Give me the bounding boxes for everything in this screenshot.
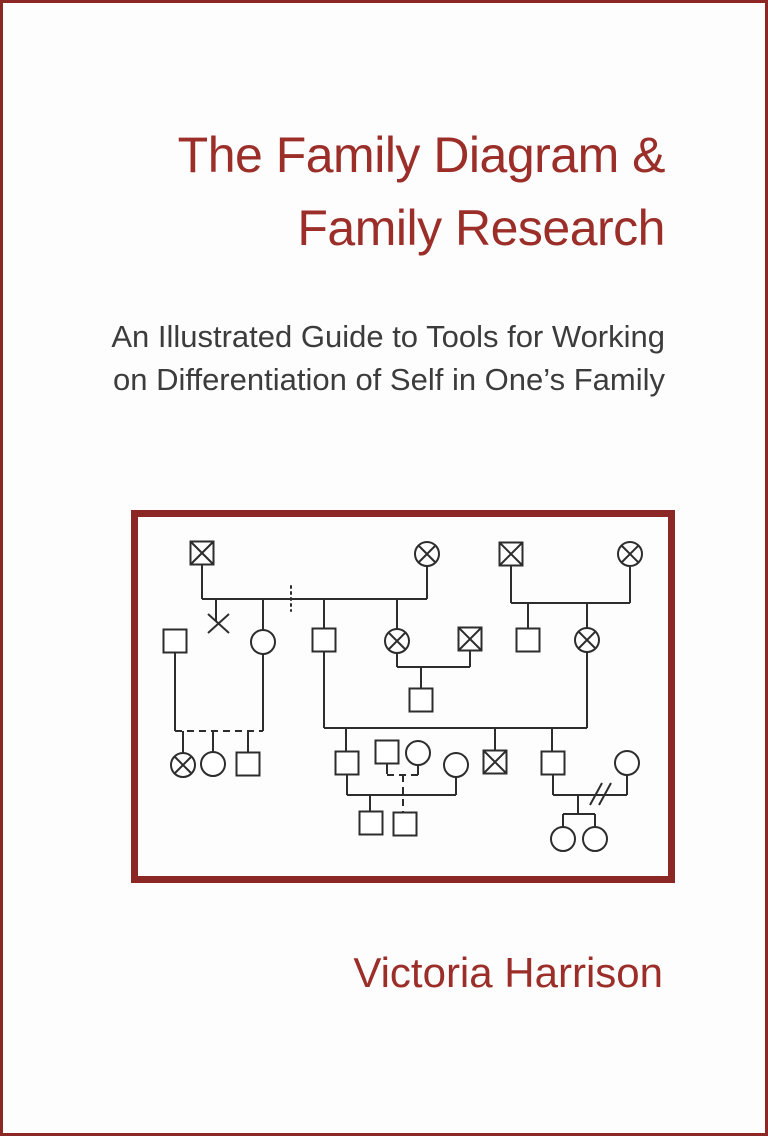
genogram-female-node bbox=[251, 630, 275, 654]
title-line-2: Family Research bbox=[297, 200, 665, 256]
genogram-female-node bbox=[551, 827, 575, 851]
genogram-deceased-female-node bbox=[171, 753, 195, 777]
book-title bbox=[63, 119, 665, 265]
genogram-male-node bbox=[376, 741, 399, 764]
genogram-male-node bbox=[336, 752, 359, 775]
genogram-male-node bbox=[394, 813, 417, 836]
genogram-deceased-female-node bbox=[385, 629, 409, 653]
genogram-male-node bbox=[517, 629, 540, 652]
book-subtitle bbox=[63, 315, 665, 401]
genogram-male-node bbox=[164, 630, 187, 653]
genogram-male-node bbox=[313, 629, 336, 652]
title-line-1: The Family Diagram & bbox=[177, 127, 665, 183]
genogram-deceased-male-node bbox=[500, 543, 523, 566]
family-diagram bbox=[138, 517, 668, 876]
genogram-female-node bbox=[444, 753, 468, 777]
author-name: Victoria Harrison bbox=[353, 949, 663, 996]
genogram-female-node bbox=[406, 741, 430, 765]
genogram-deceased-male-node bbox=[484, 751, 507, 774]
genogram-male-node bbox=[410, 689, 433, 712]
genogram-female-node bbox=[201, 752, 225, 776]
genogram-male-node bbox=[237, 753, 260, 776]
family-diagram-frame bbox=[131, 510, 675, 883]
genogram-deceased-male-node bbox=[459, 628, 482, 651]
genogram-female-node bbox=[615, 751, 639, 775]
genogram-deceased-female-node bbox=[618, 542, 642, 566]
genogram-male-node bbox=[542, 752, 565, 775]
subtitle-line-2: on Differentiation of Self in One’s Family bbox=[113, 362, 665, 397]
genogram-female-node bbox=[583, 827, 607, 851]
genogram-deceased-male-node bbox=[191, 542, 214, 565]
genogram-deceased-female-node bbox=[415, 542, 439, 566]
genogram-male-node bbox=[360, 812, 383, 835]
subtitle-line-1: An Illustrated Guide to Tools for Working bbox=[111, 319, 665, 354]
genogram-deceased-female-node bbox=[575, 628, 599, 652]
